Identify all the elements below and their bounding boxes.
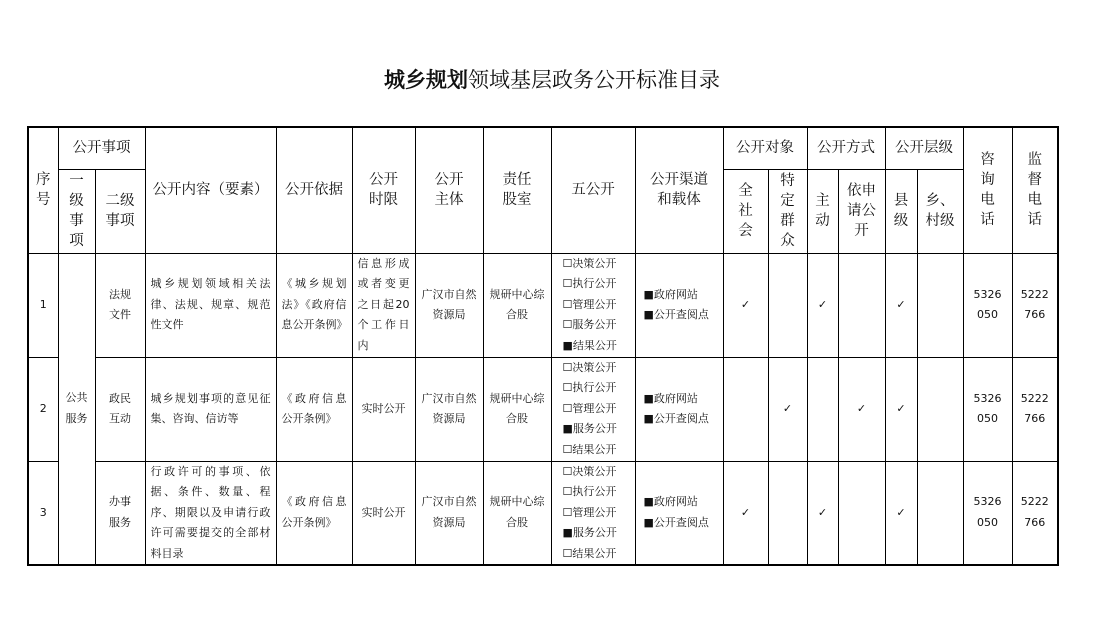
five-item: ☐决策公开: [562, 360, 617, 374]
method-active-check-icon: ✓: [807, 253, 838, 357]
row-level2: 政民互动: [95, 357, 145, 461]
row-subject: 广汉市自然资源局: [415, 253, 483, 357]
row-basis: 《政府信息公开条例》: [276, 357, 352, 461]
row-five-list: [551, 357, 635, 461]
level1-cell: 公共服务: [58, 253, 95, 565]
channel-item: ■政府网站: [643, 391, 698, 405]
row-channel-list: [635, 357, 723, 461]
row-consult-phone: 5326050: [963, 357, 1012, 461]
title-bold-part: 城乡规划: [384, 68, 468, 92]
disclosure-catalog-table: [27, 126, 1059, 566]
row-seq: 1: [28, 253, 58, 357]
row-seq: 3: [28, 461, 58, 565]
method-active-check-icon: ✓: [807, 461, 838, 565]
audience-all-check-icon: [723, 357, 768, 461]
row-dept: 规研中心综合股: [483, 357, 551, 461]
header-audience-specific: 特定群众: [768, 169, 807, 253]
title-rest: 领域基层政务公开标准目录: [468, 68, 720, 92]
header-matters: 公开事项: [58, 127, 145, 169]
row-subject: 广汉市自然资源局: [415, 461, 483, 565]
row-channel-list: [635, 461, 723, 565]
level-county-check-icon: ✓: [885, 461, 917, 565]
row-basis: 《政府信息公开条例》: [276, 461, 352, 565]
row-supervise-phone: 5222766: [1012, 357, 1058, 461]
row-seq: 2: [28, 357, 58, 461]
five-item: ■服务公开: [562, 422, 617, 436]
five-item: ☐执行公开: [562, 485, 617, 498]
header-audience: 公开对象: [723, 127, 807, 169]
audience-specific-check-icon: ✓: [768, 357, 807, 461]
table-row: [28, 461, 1058, 565]
five-item: ☐管理公开: [562, 401, 617, 415]
level-town-check-icon: [917, 253, 963, 357]
row-dept: 规研中心综合股: [483, 461, 551, 565]
header-five: 五公开: [551, 127, 635, 253]
audience-specific-check-icon: [768, 461, 807, 565]
header-content: 公开内容（要素）: [145, 127, 276, 253]
method-active-check-icon: [807, 357, 838, 461]
header-method: 公开方式: [807, 127, 885, 169]
header-level2: 二级事项: [95, 169, 145, 253]
five-item: ☐决策公开: [562, 464, 617, 478]
level-county-check-icon: ✓: [885, 253, 917, 357]
header-level: 公开层级: [885, 127, 963, 169]
header-level-town: 乡、村级: [917, 169, 963, 253]
row-subject: 广汉市自然资源局: [415, 357, 483, 461]
row-content: 城乡规划事项的意见征集、咨询、信访等: [145, 357, 276, 461]
row-content: 行政许可的事项、依据、条件、数量、程序、期限以及申请行政许可需要提交的全部材料目录: [145, 461, 276, 565]
row-supervise-phone: 5222766: [1012, 253, 1058, 357]
table-row: [28, 357, 1058, 461]
five-item: ☐结果公开: [562, 442, 617, 456]
five-item: ■服务公开: [562, 526, 617, 539]
header-audience-all: 全社会: [723, 169, 768, 253]
row-supervise-phone: 5222766: [1012, 461, 1058, 565]
five-item: ■结果公开: [562, 338, 617, 352]
header-dept: 责任股室: [483, 127, 551, 253]
row-five-list: [551, 461, 635, 565]
page-title: [0, 62, 1104, 98]
five-item: ☐管理公开: [562, 297, 617, 311]
header-channel: 公开渠道和载体: [635, 127, 723, 253]
method-apply-check-icon: [838, 253, 885, 357]
five-item: ☐执行公开: [562, 277, 617, 291]
five-item: ☐结果公开: [562, 546, 617, 560]
row-time-limit: 实时公开: [352, 461, 415, 565]
header-level1: 一级事项: [58, 169, 95, 253]
channel-item: ■公开查阅点: [643, 515, 709, 529]
header-seq: 序号: [28, 127, 58, 253]
row-channel-list: [635, 253, 723, 357]
row-consult-phone: 5326050: [963, 461, 1012, 565]
header-method-active: 主动: [807, 169, 838, 253]
header-consult: 咨询电话: [963, 127, 1012, 253]
method-apply-check-icon: ✓: [838, 357, 885, 461]
channel-item: ■公开查阅点: [643, 308, 709, 321]
five-item: ☐决策公开: [562, 256, 617, 270]
level-town-check-icon: [917, 357, 963, 461]
header-level-county: 县级: [885, 169, 917, 253]
header-time-limit: 公开时限: [352, 127, 415, 253]
row-basis: 《城乡规划法》《政府信息公开条例》: [276, 253, 352, 357]
audience-all-check-icon: ✓: [723, 461, 768, 565]
header-method-apply: 依申请公开: [838, 169, 885, 253]
audience-all-check-icon: ✓: [723, 253, 768, 357]
channel-item: ■政府网站: [643, 495, 698, 509]
row-time-limit: 信息形成或者变更之日起20个工作日内: [352, 253, 415, 357]
five-item: ☐服务公开: [562, 318, 617, 332]
header-subject: 公开主体: [415, 127, 483, 253]
row-time-limit: 实时公开: [352, 357, 415, 461]
channel-item: ■公开查阅点: [643, 412, 709, 425]
row-level2: 法规文件: [95, 253, 145, 357]
audience-specific-check-icon: [768, 253, 807, 357]
header-basis: 公开依据: [276, 127, 352, 253]
row-level2: 办事服务: [95, 461, 145, 565]
row-consult-phone: 5326050: [963, 253, 1012, 357]
row-content: 城乡规划领域相关法律、法规、规章、规范性文件: [145, 253, 276, 357]
header-supervise: 监督电话: [1012, 127, 1058, 253]
five-item: ☐管理公开: [562, 505, 617, 519]
row-five-list: [551, 253, 635, 357]
method-apply-check-icon: [838, 461, 885, 565]
row-dept: 规研中心综合股: [483, 253, 551, 357]
table-row: [28, 253, 1058, 357]
five-item: ☐执行公开: [562, 381, 617, 395]
channel-item: ■政府网站: [643, 287, 698, 301]
level-county-check-icon: ✓: [885, 357, 917, 461]
level-town-check-icon: [917, 461, 963, 565]
